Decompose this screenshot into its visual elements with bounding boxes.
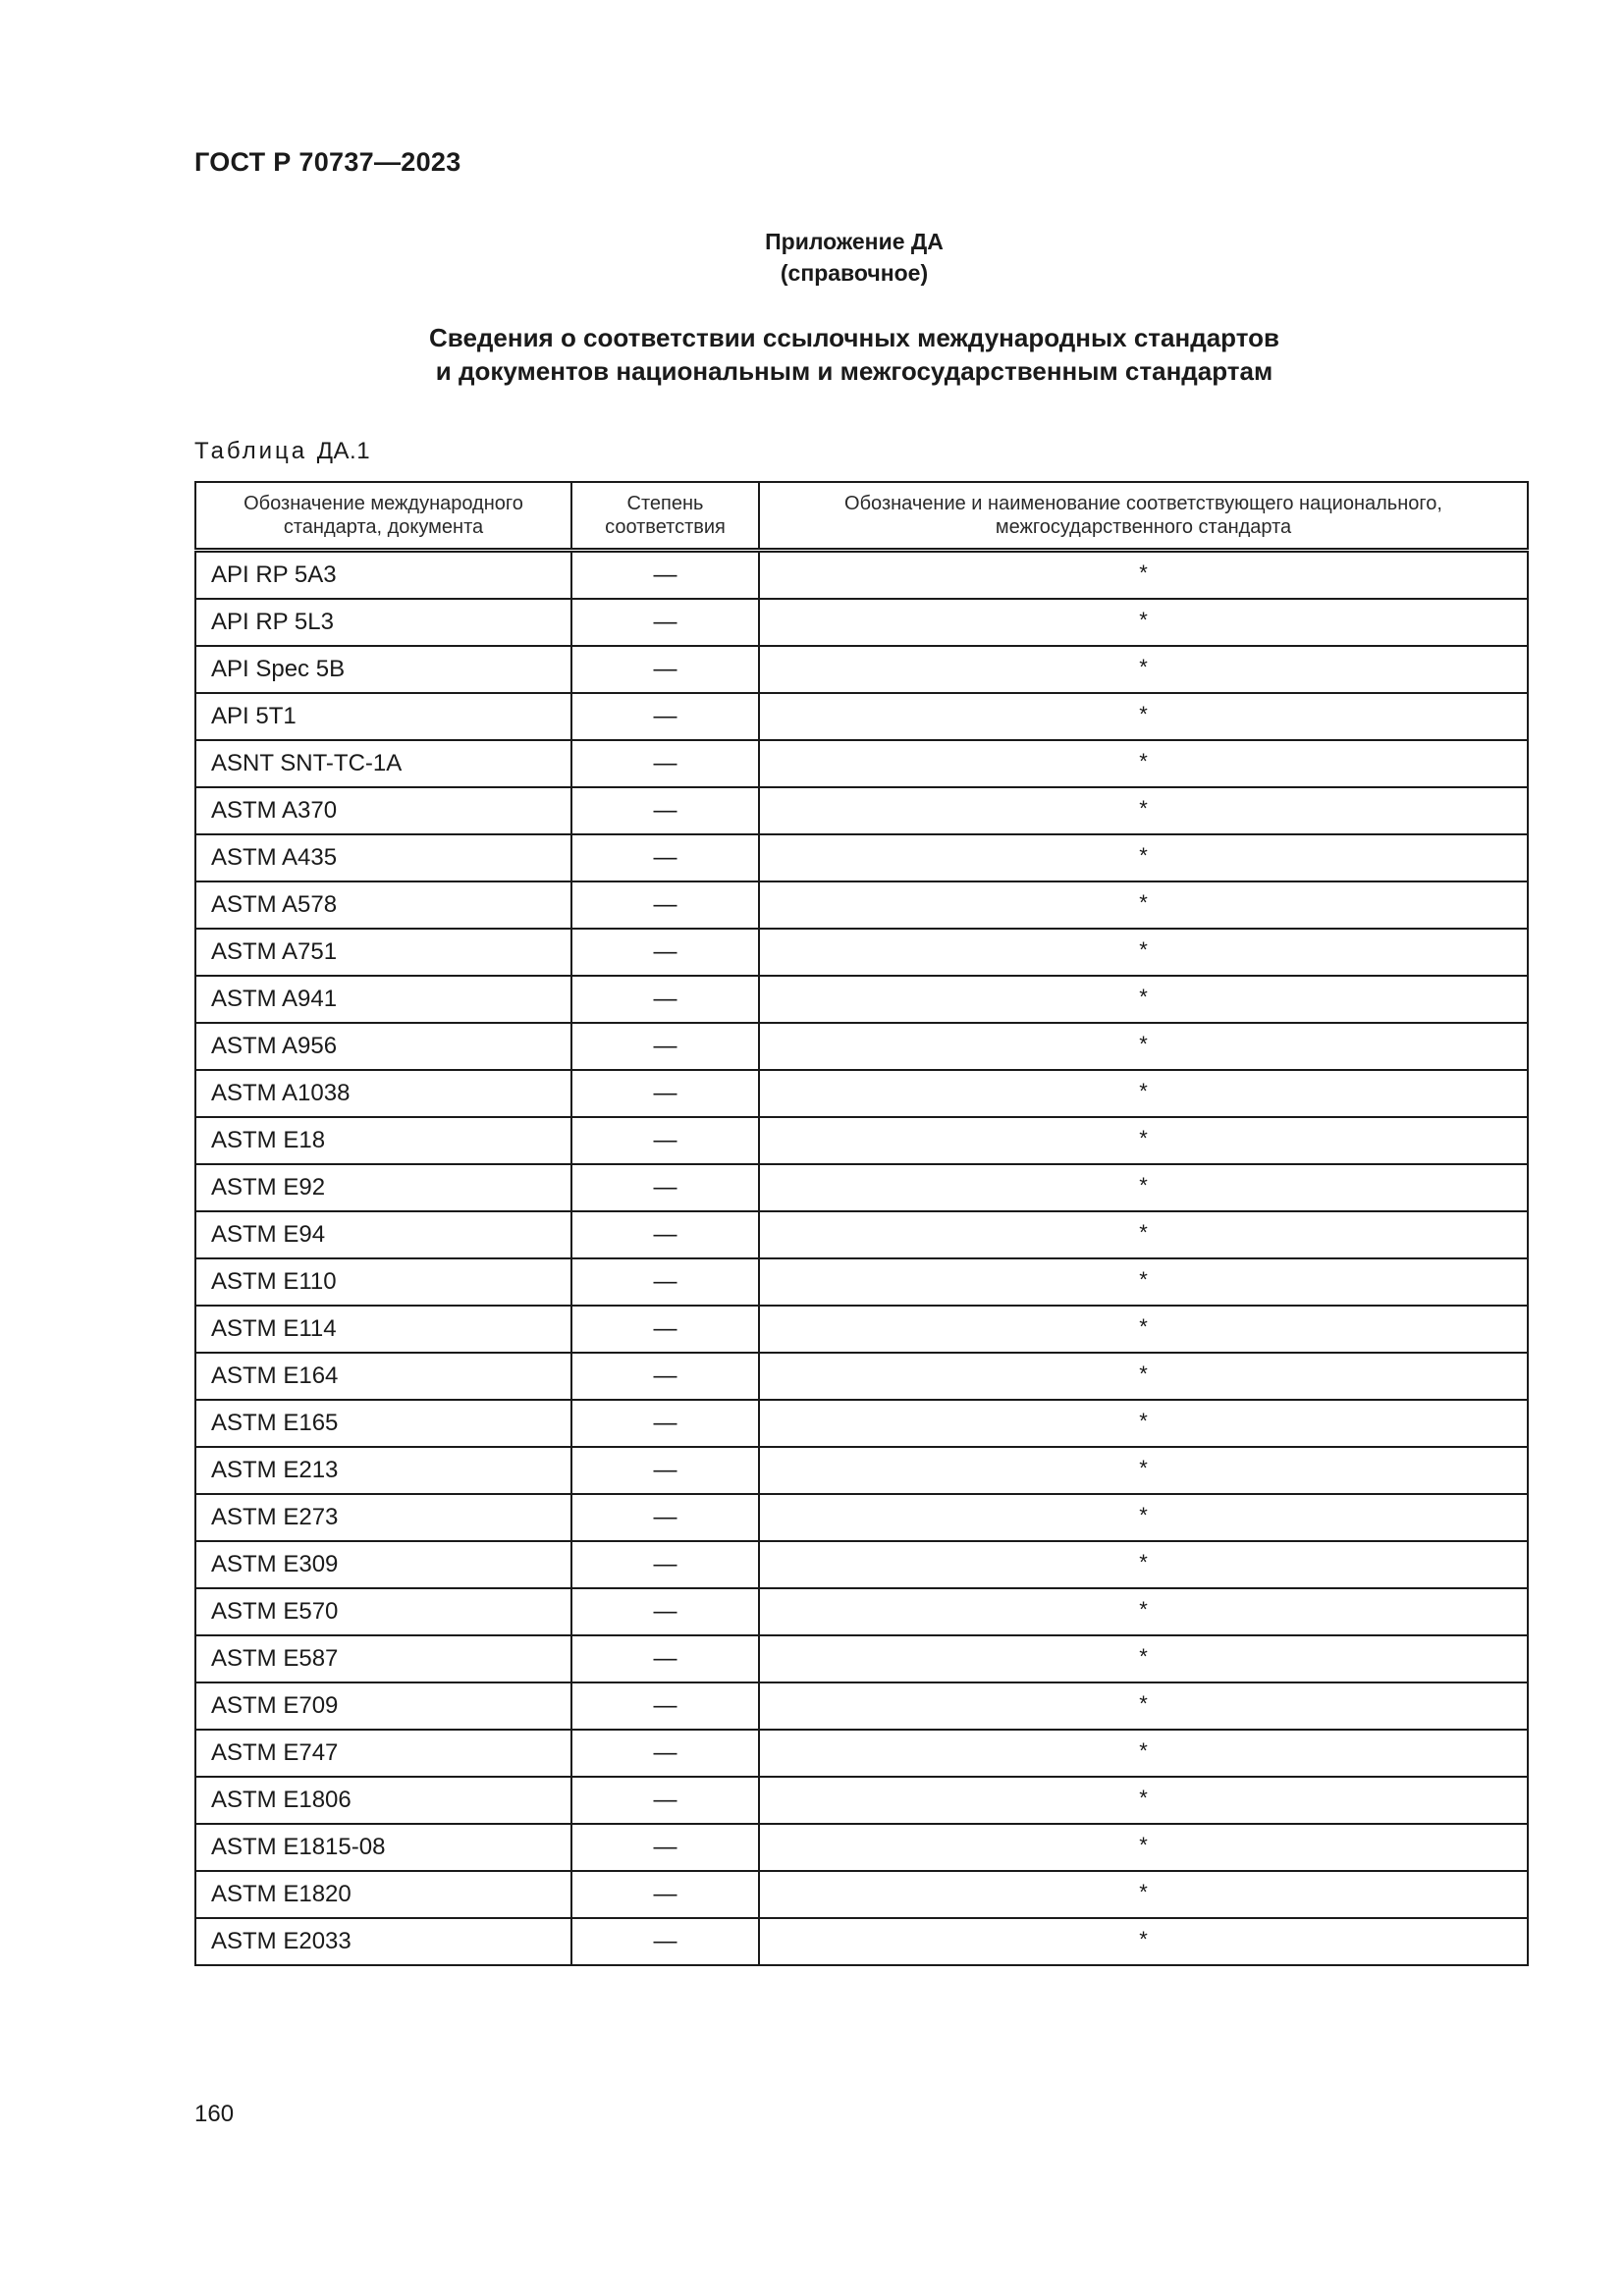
degree-cell: —	[571, 1164, 759, 1211]
designation-cell: API Spec 5B	[195, 646, 571, 693]
national-standard-cell: *	[759, 976, 1528, 1023]
table-row	[195, 1918, 1528, 1965]
national-standard-cell: *	[759, 740, 1528, 787]
designation-cell: ASTM E570	[195, 1588, 571, 1635]
page-number: 160	[194, 2101, 235, 2127]
designation-cell: ASTM A370	[195, 787, 571, 834]
degree-cell: —	[571, 929, 759, 976]
designation-cell: ASTM A941	[195, 976, 571, 1023]
national-standard-cell: *	[759, 1588, 1528, 1635]
table-row	[195, 551, 1528, 600]
header-international-designation: Обозначение международного стандарта, документа	[195, 482, 571, 551]
table-body	[195, 551, 1528, 1966]
designation-cell: ASTM A1038	[195, 1070, 571, 1117]
national-standard-cell: *	[759, 881, 1528, 929]
designation-cell: ASTM E587	[195, 1635, 571, 1682]
table-header-row	[195, 482, 1528, 551]
table-row	[195, 1211, 1528, 1258]
designation-cell: ASTM E747	[195, 1730, 571, 1777]
national-standard-cell: *	[759, 1070, 1528, 1117]
national-standard-cell: *	[759, 551, 1528, 600]
national-standard-cell: *	[759, 693, 1528, 740]
table-row	[195, 740, 1528, 787]
table-row	[195, 599, 1528, 646]
document-code: ГОСТ Р 70737—2023	[194, 147, 461, 177]
table-row	[195, 1730, 1528, 1777]
degree-cell: —	[571, 1258, 759, 1306]
national-standard-cell: *	[759, 834, 1528, 881]
designation-cell: ASTM E114	[195, 1306, 571, 1353]
degree-cell: —	[571, 881, 759, 929]
designation-cell: ASTM E110	[195, 1258, 571, 1306]
degree-cell: —	[571, 693, 759, 740]
section-heading-line-2: и документов национальным и межгосударственным стандартам	[435, 356, 1273, 386]
national-standard-cell: *	[759, 599, 1528, 646]
degree-cell: —	[571, 1211, 759, 1258]
designation-cell: API RP 5L3	[195, 599, 571, 646]
degree-cell: —	[571, 646, 759, 693]
national-standard-cell: *	[759, 1117, 1528, 1164]
table-row	[195, 693, 1528, 740]
table-row	[195, 1447, 1528, 1494]
national-standard-cell: *	[759, 1730, 1528, 1777]
table-row	[195, 646, 1528, 693]
degree-cell: —	[571, 1494, 759, 1541]
degree-cell: —	[571, 1447, 759, 1494]
table-row	[195, 1353, 1528, 1400]
national-standard-cell: *	[759, 1447, 1528, 1494]
degree-cell: —	[571, 834, 759, 881]
section-heading-line-1: Сведения о соответствии ссылочных международных стандартов	[429, 323, 1279, 352]
degree-cell: —	[571, 1117, 759, 1164]
appendix-title: Приложение ДА	[765, 229, 944, 254]
designation-cell: ASTM A956	[195, 1023, 571, 1070]
degree-cell: —	[571, 787, 759, 834]
national-standard-cell: *	[759, 1871, 1528, 1918]
national-standard-cell: *	[759, 1682, 1528, 1730]
table-row	[195, 834, 1528, 881]
national-standard-cell: *	[759, 1541, 1528, 1588]
table-row	[195, 1023, 1528, 1070]
degree-cell: —	[571, 1306, 759, 1353]
table-row	[195, 1871, 1528, 1918]
table-row	[195, 1164, 1528, 1211]
designation-cell: API RP 5A3	[195, 551, 571, 600]
degree-cell: —	[571, 1023, 759, 1070]
table-row	[195, 1541, 1528, 1588]
table-caption	[194, 438, 370, 465]
designation-cell: ASTM E1806	[195, 1777, 571, 1824]
table-row	[195, 1682, 1528, 1730]
degree-cell: —	[571, 1730, 759, 1777]
table-row	[195, 1070, 1528, 1117]
designation-cell: ASNT SNT-TC-1A	[195, 740, 571, 787]
table-row	[195, 1400, 1528, 1447]
designation-cell: ASTM E164	[195, 1353, 571, 1400]
degree-cell: —	[571, 1541, 759, 1588]
designation-cell: ASTM E1820	[195, 1871, 571, 1918]
appendix-kind: (справочное)	[780, 260, 929, 286]
national-standard-cell: *	[759, 1824, 1528, 1871]
table-caption-number: ДА.1	[316, 438, 371, 464]
designation-cell: ASTM E1815-08	[195, 1824, 571, 1871]
degree-cell: —	[571, 740, 759, 787]
national-standard-cell: *	[759, 1023, 1528, 1070]
national-standard-cell: *	[759, 1400, 1528, 1447]
degree-cell: —	[571, 1918, 759, 1965]
degree-cell: —	[571, 599, 759, 646]
designation-cell: ASTM E273	[195, 1494, 571, 1541]
national-standard-cell: *	[759, 1164, 1528, 1211]
designation-cell: ASTM E18	[195, 1117, 571, 1164]
degree-cell: —	[571, 1070, 759, 1117]
degree-cell: —	[571, 976, 759, 1023]
table-row	[195, 929, 1528, 976]
table-row	[195, 1635, 1528, 1682]
designation-cell: ASTM E92	[195, 1164, 571, 1211]
degree-cell: —	[571, 1353, 759, 1400]
national-standard-cell: *	[759, 1211, 1528, 1258]
designation-cell: ASTM E709	[195, 1682, 571, 1730]
table-row	[195, 787, 1528, 834]
degree-cell: —	[571, 1400, 759, 1447]
national-standard-cell: *	[759, 646, 1528, 693]
degree-cell: —	[571, 1588, 759, 1635]
designation-cell: ASTM E309	[195, 1541, 571, 1588]
designation-cell: API 5T1	[195, 693, 571, 740]
header-degree-of-correspondence: Степень соответствия	[571, 482, 759, 551]
table-row	[195, 1306, 1528, 1353]
designation-cell: ASTM E94	[195, 1211, 571, 1258]
table-row	[195, 1588, 1528, 1635]
national-standard-cell: *	[759, 787, 1528, 834]
national-standard-cell: *	[759, 1635, 1528, 1682]
table-row	[195, 976, 1528, 1023]
designation-cell: ASTM E165	[195, 1400, 571, 1447]
designation-cell: ASTM E2033	[195, 1918, 571, 1965]
degree-cell: —	[571, 1871, 759, 1918]
degree-cell: —	[571, 1682, 759, 1730]
designation-cell: ASTM E213	[195, 1447, 571, 1494]
table-caption-word: Таблица	[194, 438, 308, 464]
table-row	[195, 1824, 1528, 1871]
table-row	[195, 1117, 1528, 1164]
standards-correspondence-table	[194, 481, 1529, 1966]
designation-cell: ASTM A435	[195, 834, 571, 881]
national-standard-cell: *	[759, 1777, 1528, 1824]
table-row	[195, 881, 1528, 929]
table-row	[195, 1258, 1528, 1306]
national-standard-cell: *	[759, 1306, 1528, 1353]
table-row	[195, 1494, 1528, 1541]
designation-cell: ASTM A578	[195, 881, 571, 929]
designation-cell: ASTM A751	[195, 929, 571, 976]
national-standard-cell: *	[759, 1494, 1528, 1541]
national-standard-cell: *	[759, 1353, 1528, 1400]
degree-cell: —	[571, 551, 759, 600]
national-standard-cell: *	[759, 929, 1528, 976]
table-row	[195, 1777, 1528, 1824]
degree-cell: —	[571, 1824, 759, 1871]
national-standard-cell: *	[759, 1918, 1528, 1965]
degree-cell: —	[571, 1635, 759, 1682]
degree-cell: —	[571, 1777, 759, 1824]
national-standard-cell: *	[759, 1258, 1528, 1306]
header-national-standard: Обозначение и наименование соответствующего национального, межгосударственного стандарта	[759, 482, 1528, 551]
